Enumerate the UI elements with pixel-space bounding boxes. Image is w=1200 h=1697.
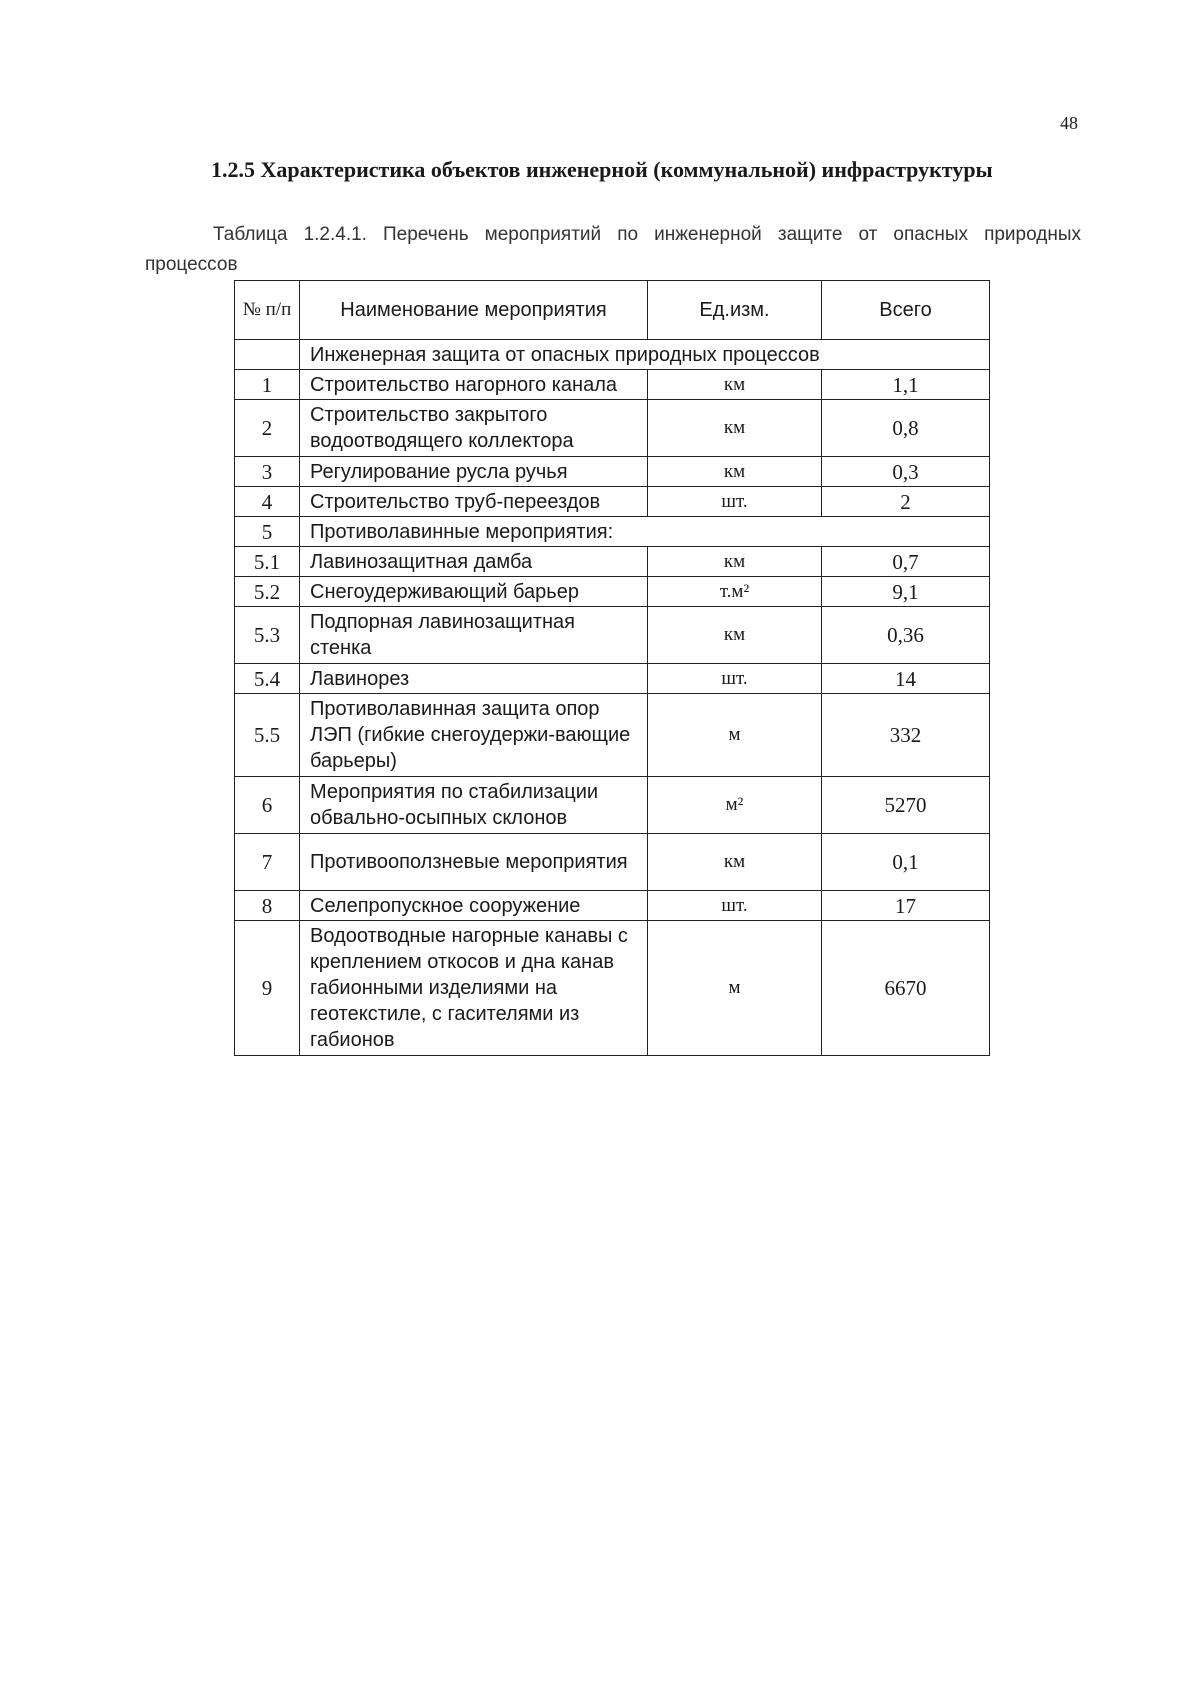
- cell-name: Лавинозащитная дамба: [300, 547, 648, 577]
- header-name: Наименование мероприятия: [300, 281, 648, 340]
- table-row: [235, 457, 990, 487]
- cell-num: 2: [235, 400, 300, 457]
- table-row: [235, 607, 990, 664]
- cell-name: Строительство закрытого водоотводящего коллектора: [300, 400, 648, 457]
- cell-unit: км: [648, 547, 822, 577]
- cell-total: 9,1: [822, 577, 990, 607]
- cell-name: Водоотводные нагорные канавы с креплением откосов и дна канав габионными изделиями на геотекстиле, с гасителями из габионов: [300, 921, 648, 1056]
- cell-num: 3: [235, 457, 300, 487]
- table-row: [235, 577, 990, 607]
- cell-name: Селепропускное сооружение: [300, 891, 648, 921]
- cell-unit: км: [648, 400, 822, 457]
- cell-num: 5.2: [235, 577, 300, 607]
- header-unit: Ед.изм.: [648, 281, 822, 340]
- cell-total: 332: [822, 694, 990, 777]
- cell-total: 0,36: [822, 607, 990, 664]
- group-header-num-cell: [235, 340, 300, 370]
- group-header-row: [235, 340, 990, 370]
- table-row: [235, 891, 990, 921]
- cell-unit: шт.: [648, 664, 822, 694]
- cell-unit: км: [648, 370, 822, 400]
- cell-unit: шт.: [648, 891, 822, 921]
- measures-table-container: [234, 280, 990, 1056]
- cell-unit: м: [648, 921, 822, 1056]
- cell-name: Противолавинная защита опор ЛЭП (гибкие снегоудержи-вающие барьеры): [300, 694, 648, 777]
- cell-num: 5.3: [235, 607, 300, 664]
- subgroup-label: Противолавинные мероприятия:: [300, 517, 990, 547]
- cell-num: 5.1: [235, 547, 300, 577]
- cell-name: Подпорная лавинозащитная стенка: [300, 607, 648, 664]
- header-total: Всего: [822, 281, 990, 340]
- table-row: [235, 487, 990, 517]
- cell-unit: т.м²: [648, 577, 822, 607]
- cell-name: Снегоудерживающий барьер: [300, 577, 648, 607]
- cell-unit: км: [648, 607, 822, 664]
- cell-num: 6: [235, 777, 300, 834]
- cell-name: Регулирование русла ручья: [300, 457, 648, 487]
- cell-total: 0,8: [822, 400, 990, 457]
- header-num: № п/п: [235, 281, 300, 340]
- cell-total: 14: [822, 664, 990, 694]
- table-row: [235, 921, 990, 1056]
- table-caption: Таблица 1.2.4.1. Перечень мероприятий по инженерной защите от опасных природных процессов: [145, 224, 1081, 275]
- cell-unit: шт.: [648, 487, 822, 517]
- cell-total: 0,1: [822, 834, 990, 891]
- cell-total: 17: [822, 891, 990, 921]
- table-header-row: [235, 281, 990, 340]
- cell-unit: м: [648, 694, 822, 777]
- cell-name: Мероприятия по стабилизации обвально-осыпных склонов: [300, 777, 648, 834]
- cell-name: Противооползневые мероприятия: [300, 834, 648, 891]
- cell-num: 1: [235, 370, 300, 400]
- table-row: [235, 834, 990, 891]
- measures-table: [234, 280, 990, 1056]
- cell-unit: км: [648, 834, 822, 891]
- group-header-label: Инженерная защита от опасных природных процессов: [300, 340, 990, 370]
- table-row: [235, 777, 990, 834]
- table-row: [235, 664, 990, 694]
- page-number: 48: [1060, 113, 1078, 133]
- cell-num: 5: [235, 517, 300, 547]
- cell-unit: м²: [648, 777, 822, 834]
- section-title: 1.2.5 Характеристика объектов инженерной (коммунальной) инфраструктуры: [211, 157, 993, 182]
- cell-num: 9: [235, 921, 300, 1056]
- cell-total: 6670: [822, 921, 990, 1056]
- cell-num: 5.4: [235, 664, 300, 694]
- table-row: [235, 547, 990, 577]
- cell-name: Лавинорез: [300, 664, 648, 694]
- cell-total: 5270: [822, 777, 990, 834]
- cell-name: Строительство труб-переездов: [300, 487, 648, 517]
- cell-total: 1,1: [822, 370, 990, 400]
- table-row: [235, 400, 990, 457]
- cell-num: 7: [235, 834, 300, 891]
- cell-total: 0,7: [822, 547, 990, 577]
- subgroup-row: [235, 517, 990, 547]
- cell-unit: км: [648, 457, 822, 487]
- cell-num: 8: [235, 891, 300, 921]
- cell-num: 4: [235, 487, 300, 517]
- cell-total: 0,3: [822, 457, 990, 487]
- table-row: [235, 694, 990, 777]
- table-row: [235, 370, 990, 400]
- cell-total: 2: [822, 487, 990, 517]
- cell-name: Строительство нагорного канала: [300, 370, 648, 400]
- cell-num: 5.5: [235, 694, 300, 777]
